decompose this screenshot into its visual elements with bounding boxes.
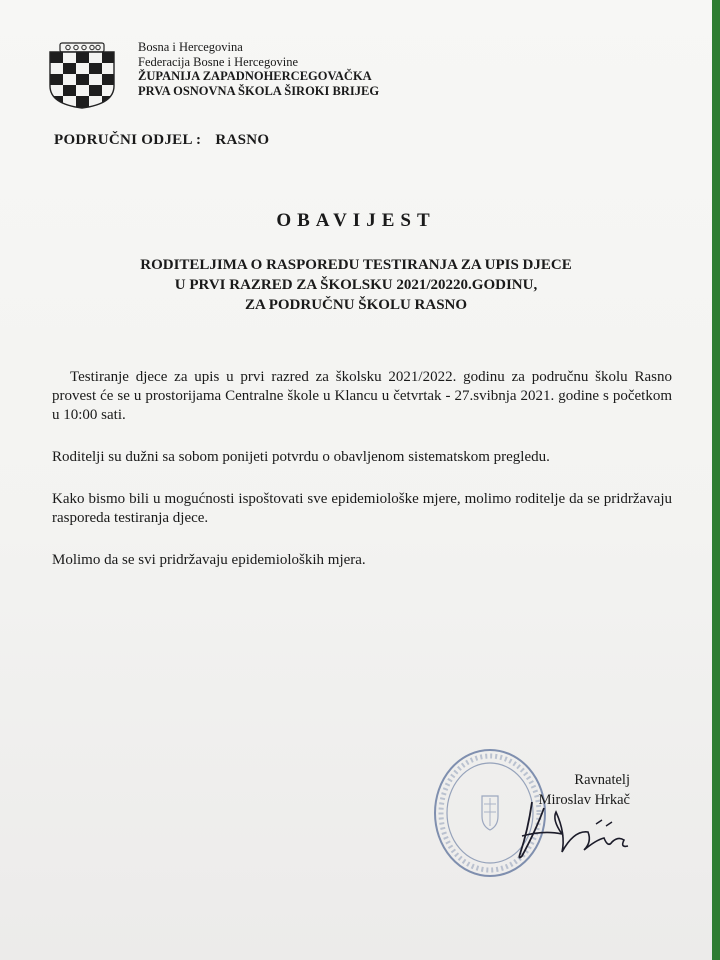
school-line: PRVA OSNOVNA ŠKOLA ŠIROKI BRIJEG — [138, 83, 380, 98]
paragraph-medical-certificate: Roditelji su dužni sa sobom ponijeti potvrdu o obavljenom sistematskom pregledu. — [52, 449, 550, 465]
checkered-crest-icon — [46, 42, 118, 110]
paragraph-closing-request: Molimo da se svi pridržavaju epidemioloških mjera. — [52, 552, 366, 568]
handwritten-signature — [492, 790, 642, 870]
document-subtitle — [0, 255, 712, 315]
federation-line: Federacija Bosne i Hercegovine — [138, 54, 299, 69]
signatory-name: Miroslav Hrkač — [538, 792, 630, 808]
regional-unit — [54, 132, 269, 149]
notice-body — [52, 368, 672, 593]
regional-unit-value: RASNO — [215, 132, 270, 148]
subtitle-line-1: RODITELJIMA O RASPOREDU TESTIRANJA ZA UPIS DJECE — [140, 257, 572, 273]
document-title: OBAVIJEST — [276, 210, 436, 231]
signatory-role: Ravnatelj — [574, 772, 630, 788]
letterhead-text — [138, 40, 379, 98]
paragraph-testing-details: Testiranje djece za upis u prvi razred za školsku 2021/2022. godinu za područnu školu Rasno provest će se u prostorijama Centralne škole u Klancu u četvrtak - 27.svibnja 2021. godine s početkom u 10:00 sati. — [52, 369, 672, 423]
subtitle-line-2: U PRVI RAZRED ZA ŠKOLSKU 2021/20220.GODINU, — [174, 277, 538, 293]
regional-unit-label: PODRUČNI ODJEL : — [54, 132, 202, 148]
background-edge — [712, 0, 720, 960]
subtitle-line-3: ZA PODRUČNU ŠKOLU RASNO — [244, 297, 468, 313]
paragraph-epidemic-measures: Kako bismo bili u mogućnosti ispoštovati sve epidemiološke mjere, molimo roditelje da se pridržavaju rasporeda testiranja djece. — [52, 491, 672, 526]
country-line: Bosna i Hercegovina — [138, 40, 243, 54]
county-line: ŽUPANIJA ZAPADNOHERCEGOVAČKA — [138, 69, 372, 83]
